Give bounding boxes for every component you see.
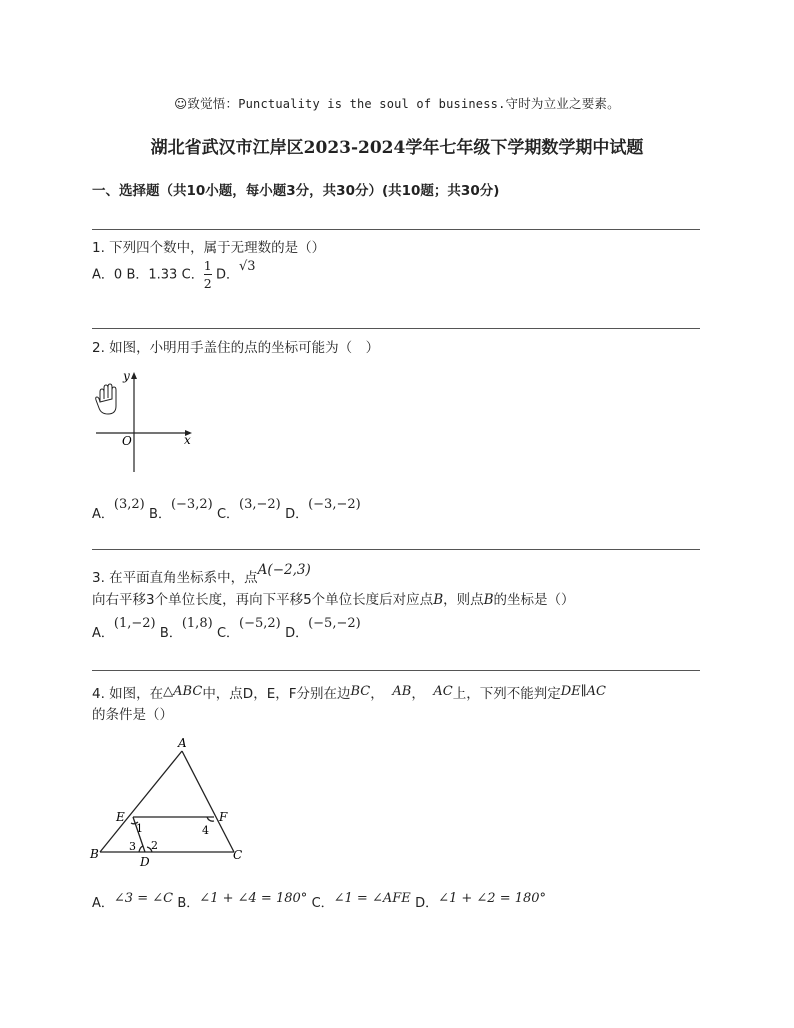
triangle-figure (88, 733, 248, 868)
angle-1-label: 1 (136, 822, 143, 835)
x-axis-label: x (184, 433, 191, 447)
question-4-stem (92, 679, 607, 702)
section-heading: 一、选择题（共10小题，每小题3分，共30分）(共10题；共30分) (92, 183, 500, 199)
motto (0, 94, 794, 112)
option-b: B．1.33 (126, 267, 178, 283)
hand-icon (96, 384, 116, 414)
side-bc: BC (350, 684, 371, 699)
point-e-label: E (116, 810, 125, 824)
fraction-numerator: 1 (203, 258, 212, 273)
angle-3-label: 3 (129, 840, 136, 853)
option-c-label: C． (181, 267, 204, 283)
point-b: B (483, 592, 494, 608)
divider (92, 670, 700, 671)
stem-text: 4. 如图，在 (92, 686, 164, 702)
option-d-value: (−3,−2) (308, 497, 361, 512)
vertex-c-label: C (233, 848, 243, 862)
option-b-label: B． (177, 896, 200, 911)
y-axis-label: y (123, 369, 130, 383)
stem-text: ， (411, 686, 425, 702)
question-1-stem: 1. 下列四个数中，属于无理数的是（） (92, 240, 326, 256)
option-d-label: D． (285, 507, 309, 522)
option-d-value: ∠1 + ∠2 = 180° (438, 891, 547, 906)
side-ab-line (100, 751, 182, 852)
stem-text: 的坐标是（） (493, 592, 575, 608)
question-4-options (92, 887, 547, 911)
option-b-label: B． (149, 507, 171, 522)
option-d-value: (−5,−2) (308, 616, 361, 631)
option-a-value: (1,−2) (113, 616, 156, 631)
point-f-label: F (219, 810, 228, 824)
angle-2-label: 2 (151, 839, 158, 852)
stem-text: 中，点D，E，F分别在边 (202, 686, 351, 702)
option-c-value: (−5,2) (239, 616, 281, 631)
parallel-condition: DE∥AC (560, 684, 607, 699)
question-3-stem (92, 558, 311, 586)
question-3-stem-line2 (92, 588, 575, 608)
option-c-value: ∠1 = ∠AFE (333, 891, 411, 906)
point-d-label: D (140, 855, 150, 868)
stem-text: 向右平移3个单位长度，再向下平移5个单位长度后对应点 (92, 592, 434, 608)
side-ac: AC (433, 684, 453, 699)
option-a-label: A． (92, 626, 114, 641)
option-c-fraction (204, 258, 212, 291)
side-ab: AB (392, 684, 412, 699)
angle-3-arc (139, 846, 143, 852)
option-c-value: (3,−2) (239, 497, 281, 512)
option-a: A．0 (92, 267, 123, 283)
option-b-value: (1,8) (181, 616, 213, 631)
stem-text: 上，下列不能判定 (452, 686, 561, 702)
divider (92, 549, 700, 550)
point-a: A(−2,3) (257, 562, 311, 578)
motto-chinese: 守时为立业之要素。 (505, 96, 620, 111)
option-a-label: A． (92, 896, 114, 911)
question-2-options (92, 493, 361, 522)
option-a-value: ∠3 = ∠C (113, 891, 174, 906)
stem-text: ，则点 (443, 592, 484, 608)
option-c-label: C． (216, 507, 240, 522)
option-b-label: B． (159, 626, 182, 641)
option-d-label: D． (415, 896, 439, 911)
option-d-label: D． (215, 267, 239, 283)
coordinate-figure (92, 366, 202, 472)
question-4-stem-line2: 的条件是（） (92, 707, 173, 723)
option-a-label: A． (92, 507, 114, 522)
origin-label: O (122, 434, 132, 448)
motto-prefix: ☺致觉悟： (174, 96, 239, 111)
option-c-label: C． (311, 896, 334, 911)
option-c-label: C． (216, 626, 240, 641)
motto-english: Punctuality is the soul of business. (238, 97, 506, 111)
option-d-label: D． (285, 626, 309, 641)
stem-text: 3. 在平面直角坐标系中，点 (92, 570, 258, 586)
stem-text: ， (370, 686, 384, 702)
option-b-value: ∠1 + ∠4 = 180° (199, 891, 308, 906)
question-1-options (92, 258, 256, 291)
page-title: 湖北省武汉市江岸区2023-2024学年七年级下学期数学期中试题 (150, 138, 644, 158)
divider (92, 229, 700, 230)
question-2-stem: 2. 如图，小明用手盖住的点的坐标可能为（ ） (92, 340, 380, 356)
y-axis-arrow (131, 372, 137, 379)
point-b: B (433, 592, 444, 608)
divider (92, 328, 700, 329)
question-3-options (92, 612, 361, 641)
triangle-abc: △ABC (163, 684, 203, 699)
option-b-value: (−3,2) (170, 497, 213, 512)
vertex-a-label: A (178, 736, 187, 750)
option-a-value: (3,2) (113, 497, 145, 512)
fraction-denominator: 2 (203, 276, 212, 291)
option-d-value: √3 (238, 258, 256, 274)
angle-4-label: 4 (202, 824, 209, 837)
vertex-b-label: B (90, 847, 99, 861)
